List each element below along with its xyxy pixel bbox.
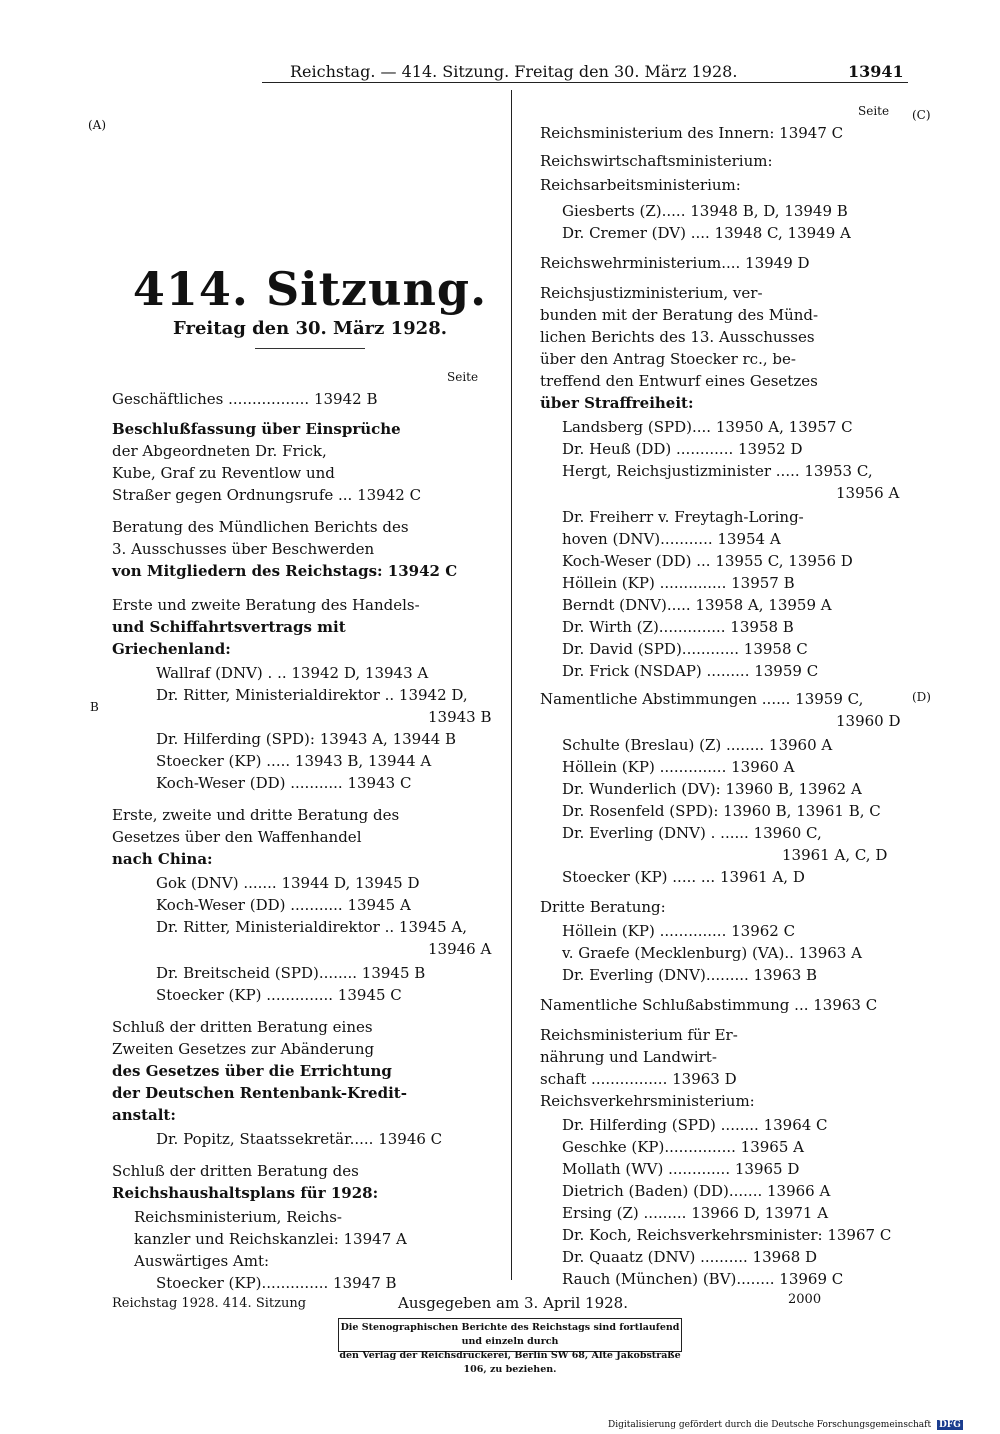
footer-number: 2000 — [788, 1292, 822, 1307]
toc-entry: Dritte Beratung: — [540, 898, 666, 916]
toc-entry: Dr. Ritter, Ministerialdirektor .. 13945 A, — [156, 918, 468, 936]
toc-entry: treffend den Entwurf eines Gesetzes — [540, 372, 818, 390]
toc-entry: über Straffreiheit: — [540, 394, 694, 412]
toc-entry: Dr. Ritter, Ministerialdirektor .. 13942 D, — [156, 686, 468, 704]
toc-entry: Reichsarbeitsministerium: — [540, 176, 741, 194]
toc-entry: 3. Ausschusses über Beschwerden — [112, 540, 375, 558]
toc-entry: Gesetzes über den Waffenhandel — [112, 828, 362, 846]
toc-entry: Geschäftliches ................. 13942 B — [112, 390, 378, 408]
toc-entry: Stoecker (KP).............. 13947 B — [156, 1274, 397, 1292]
toc-entry: von Mitgliedern des Reichstags: 13942 C — [112, 562, 458, 580]
toc-entry: Koch-Weser (DD) ........... 13945 A — [156, 896, 411, 914]
toc-entry: Dr. Heuß (DD) ............ 13952 D — [562, 440, 803, 458]
toc-entry: Schluß der dritten Beratung eines — [112, 1018, 373, 1036]
toc-entry: nach China: — [112, 850, 213, 868]
toc-entry: lichen Berichts des 13. Ausschusses — [540, 328, 815, 346]
toc-entry: 13943 B — [428, 708, 492, 726]
toc-entry: Reichswehrministerium.... 13949 D — [540, 254, 810, 272]
toc-entry: Dr. Koch, Reichsverkehrsminister: 13967 C — [562, 1226, 892, 1244]
toc-entry: Beratung des Mündlichen Berichts des — [112, 518, 409, 536]
toc-entry: Dr. Cremer (DV) .... 13948 C, 13949 A — [562, 224, 851, 242]
toc-entry: Mollath (WV) ............. 13965 D — [562, 1160, 800, 1178]
toc-entry: Dr. Hilferding (SPD) ........ 13964 C — [562, 1116, 828, 1134]
toc-entry: der Abgeordneten Dr. Frick, — [112, 442, 327, 460]
toc-entry: Gok (DNV) ....... 13944 D, 13945 D — [156, 874, 420, 892]
column-divider — [511, 90, 512, 1280]
dfg-logo: DFG — [938, 1420, 961, 1430]
session-date: Freitag den 30. März 1928. — [173, 318, 447, 339]
toc-entry: nährung und Landwirt- — [540, 1048, 717, 1066]
toc-entry: Dr. Hilferding (SPD): 13943 A, 13944 B — [156, 730, 457, 748]
toc-entry: Koch-Weser (DD) ........... 13943 C — [156, 774, 412, 792]
page-number: 13941 — [848, 62, 904, 81]
toc-entry: Namentliche Abstimmungen ...... 13959 C, — [540, 690, 864, 708]
toc-entry: Geschke (KP)............... 13965 A — [562, 1138, 804, 1156]
toc-entry: Auswärtiges Amt: — [134, 1252, 270, 1270]
toc-entry: Dr. Wirth (Z).............. 13958 B — [562, 618, 794, 636]
toc-entry: Landsberg (SPD).... 13950 A, 13957 C — [562, 418, 853, 436]
session-title: 414. Sitzung. — [132, 262, 488, 316]
left-column — [112, 388, 504, 1292]
notice-line-2: den Verlag der Reichsdruckerei, Berlin SW 68, Alte Jakobstraße 106, zu beziehen. — [339, 1350, 681, 1375]
digitization-credit — [608, 1420, 963, 1430]
toc-entry: Giesberts (Z)..... 13948 B, D, 13949 B — [562, 202, 848, 220]
toc-entry: bunden mit der Beratung des Münd- — [540, 306, 819, 324]
toc-entry: Wallraf (DNV) . .. 13942 D, 13943 A — [156, 664, 429, 682]
toc-entry: Dr. Wunderlich (DV): 13960 B, 13962 A — [562, 780, 862, 798]
right-column — [540, 122, 910, 1288]
toc-entry: Dr. Breitscheid (SPD)........ 13945 B — [156, 964, 426, 982]
toc-entry: Zweiten Gesetzes zur Abänderung — [112, 1040, 375, 1058]
seite-label-right: Seite — [858, 104, 890, 118]
toc-entry: Dr. Popitz, Staatssekretär..... 13946 C — [156, 1130, 443, 1148]
toc-entry: kanzler und Reichskanzlei: 13947 A — [134, 1230, 407, 1248]
toc-entry: Reichshaushaltsplans für 1928: — [112, 1184, 379, 1202]
toc-entry: schaft ................ 13963 D — [540, 1070, 737, 1088]
margin-mark-c: (C) — [912, 108, 931, 122]
toc-entry: Höllein (KP) .............. 13957 B — [562, 574, 795, 592]
toc-entry: anstalt: — [112, 1106, 176, 1124]
toc-entry: 13956 A — [836, 484, 900, 502]
toc-entry: Dr. Everling (DNV)......... 13963 B — [562, 966, 818, 984]
toc-entry: Namentliche Schlußabstimmung ... 13963 C — [540, 996, 878, 1014]
margin-mark-d: (D) — [912, 690, 931, 704]
title-rule — [255, 348, 365, 349]
toc-entry: Reichsministerium des Innern: 13947 C — [540, 124, 844, 142]
toc-entry: Griechenland: — [112, 640, 231, 658]
toc-entry: Ersing (Z) ......... 13966 D, 13971 A — [562, 1204, 829, 1222]
notice-line-1: Die Stenographischen Berichte des Reichstags sind fortlaufend und einzeln durch — [340, 1322, 680, 1347]
toc-entry: Reichswirtschaftsministerium: — [540, 152, 773, 170]
toc-entry: der Deutschen Rentenbank-Kredit- — [112, 1084, 407, 1102]
toc-entry: über den Antrag Stoecker rc., be- — [540, 350, 796, 368]
footer-issued: Ausgegeben am 3. April 1928. — [398, 1294, 628, 1312]
toc-entry: hoven (DNV)........... 13954 A — [562, 530, 781, 548]
header-rule — [262, 82, 908, 83]
toc-entry: 13960 D — [836, 712, 901, 730]
toc-entry: Dietrich (Baden) (DD)....... 13966 A — [562, 1182, 831, 1200]
toc-entry: Stoecker (KP) ..... 13943 B, 13944 A — [156, 752, 432, 770]
toc-entry: 13946 A — [428, 940, 492, 958]
seite-label-left: Seite — [447, 370, 479, 384]
toc-entry: Berndt (DNV)..... 13958 A, 13959 A — [562, 596, 832, 614]
toc-entry: Straßer gegen Ordnungsrufe ... 13942 C — [112, 486, 422, 504]
toc-entry: Reichsjustizministerium, ver- — [540, 284, 763, 302]
toc-entry: Erste und zweite Beratung des Handels- — [112, 596, 420, 614]
toc-entry: Schulte (Breslau) (Z) ........ 13960 A — [562, 736, 833, 754]
toc-entry: Dr. Everling (DNV) . ...... 13960 C, — [562, 824, 822, 842]
toc-entry: v. Graefe (Mecklenburg) (VA).. 13963 A — [562, 944, 862, 962]
toc-entry: Beschlußfassung über Einsprüche — [112, 420, 401, 438]
toc-entry: Schluß der dritten Beratung des — [112, 1162, 359, 1180]
toc-entry: Reichsverkehrsministerium: — [540, 1092, 755, 1110]
toc-entry: 13961 A, C, D — [782, 846, 888, 864]
toc-entry: Reichsministerium, Reichs- — [134, 1208, 342, 1226]
toc-entry: Koch-Weser (DD) ... 13955 C, 13956 D — [562, 552, 853, 570]
toc-entry: Höllein (KP) .............. 13962 C — [562, 922, 796, 940]
toc-entry: Dr. Freiherr v. Freytagh-Loring- — [562, 508, 804, 526]
toc-entry: Dr. Frick (NSDAP) ......... 13959 C — [562, 662, 819, 680]
digitization-text: Digitalisierung gefördert durch die Deutsche Forschungsgemeinschaft — [608, 1420, 932, 1430]
toc-entry: des Gesetzes über die Errichtung — [112, 1062, 392, 1080]
toc-entry: Rauch (München) (BV)........ 13969 C — [562, 1270, 844, 1288]
toc-entry: Stoecker (KP) ..... ... 13961 A, D — [562, 868, 805, 886]
toc-entry: Reichsministerium für Er- — [540, 1026, 738, 1044]
toc-entry: Dr. Quaatz (DNV) .......... 13968 D — [562, 1248, 818, 1266]
toc-entry: und Schiffahrtsvertrags mit — [112, 618, 346, 636]
toc-entry: Dr. David (SPD)............ 13958 C — [562, 640, 808, 658]
margin-mark-b: B — [90, 700, 99, 714]
margin-mark-a: (A) — [88, 118, 107, 132]
toc-entry: Dr. Rosenfeld (SPD): 13960 B, 13961 B, C — [562, 802, 881, 820]
toc-entry: Erste, zweite und dritte Beratung des — [112, 806, 400, 824]
toc-entry: Stoecker (KP) .............. 13945 C — [156, 986, 402, 1004]
toc-entry: Hergt, Reichsjustizminister ..... 13953 C, — [562, 462, 873, 480]
running-title: Reichstag. — 414. Sitzung. Freitag den 30. März 1928. — [290, 62, 738, 81]
footer-left: Reichstag 1928. 414. Sitzung — [112, 1296, 307, 1311]
toc-entry: Höllein (KP) .............. 13960 A — [562, 758, 795, 776]
publisher-notice — [338, 1318, 682, 1375]
toc-entry: Kube, Graf zu Reventlow und — [112, 464, 335, 482]
running-header — [290, 62, 904, 81]
